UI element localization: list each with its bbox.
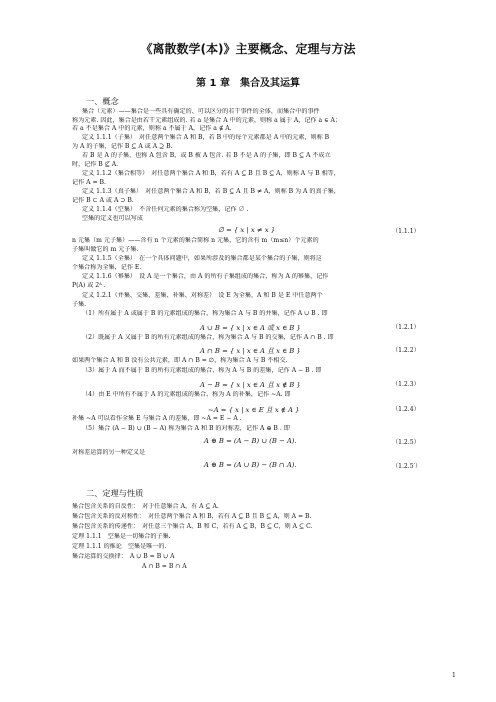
text-line: 若 B 是 A 的子集，也称 A 包含 B，或 B 被 A 包含. 若 B 不是 A 的子集，即 B ⊆ A 不成立	[82, 152, 331, 159]
text-line: 定理 1.1.1 空集是一切集合的子集.	[72, 533, 171, 540]
text-line: 定义 1.1.5（全集） 在一个具体问题中，如果所涉及的集合都是某个集合的子集，则将这	[82, 255, 322, 262]
text-line: 集合（元素）——集合是一些具有确定的、可以区分的若干事件的全体，而集合中的事件	[82, 108, 320, 115]
equation-number: （1.2.5）	[392, 439, 420, 446]
text-line: 定义 1.1.4（空集） 不含任何元素的集合称为空集，记作 ∅ .	[82, 206, 249, 213]
equation-1-1-1: ∅ = { x | x ≠ x }	[218, 226, 276, 234]
equation-1-2-5-prime: A ⊕ B = (A ∪ B) − (B ∩ A).	[204, 461, 297, 469]
equation-number: （1.2.4）	[392, 406, 420, 413]
text-line: 如果两个集合 A 和 B 没有公共元素，即 A ∩ B = ∅，称为集合 A 与 B 不相交.	[72, 357, 288, 364]
text-line: 称为元素. 因此，集合是由若干元素组成的. 若 a 是集合 A 中的元素，则称 a 属于 A，记作 a ∈ A；	[72, 116, 342, 124]
text-line: （3）属于 A 而不属于 B 的所有元素组成的集合，称为 A 与 B 的差集，记作 A − B . 即	[82, 367, 322, 374]
text-line: 个集合称为全集，记作 E.	[72, 263, 142, 271]
text-line: 空集的定义也可以写成	[82, 215, 143, 222]
text-line: 集合包含关系的自反性： 对于任意集合 A，有 A ⊆ A.	[72, 503, 219, 510]
text-line: 定义 1.1.2（集合相等） 对任意两个集合 A 和 B，若有 A ⊆ B 且 B ⊆ A，则称 A 与 B 相等，	[82, 170, 340, 177]
text-line: n 元集（m 元子集）——含有 n 个元素的集合简称 n 元集，它的含有 m（m≤n）个元素的	[72, 237, 319, 244]
page-number: 1	[452, 672, 456, 679]
document-title: 《离散数学(本)》主要概念、定理与方法	[140, 42, 356, 56]
equation-number: （1.2.2）	[392, 347, 420, 354]
text-line: 时，记作 B ⊈ A.	[72, 160, 119, 168]
text-line: （4）由 E 中所有不属于 A 的元素组成的集合，称为 A 的补集，记作 ~A. 即	[82, 391, 291, 398]
text-line: 子集叫做它的 m 元子集.	[72, 245, 139, 253]
text-line: 定义 1.1.6（幂集） 设 A 是一个集合，由 A 的所有子集组成的集合，称为 A 的幂集，记作	[82, 273, 329, 280]
text-line: 子集.	[72, 300, 87, 308]
equation-1-2-2: A ∩ B = { x | x ∈ A 且 x ∈ B }	[200, 347, 301, 355]
text-line: 集合包含关系的传递性： 对任意三个集合 A，B 和 C，若有 A ⊆ B，B ⊆ C，则 A ⊆ C.	[72, 523, 313, 530]
text-line: （2）既属于 A 又属于 B 的所有元素组成的集合，称为集合 A 与 B 的交集，记作 A ∩ B . 即	[82, 334, 334, 341]
equation-number: （1.2.1）	[392, 324, 420, 331]
equation-number: （1.2.5′）	[392, 463, 422, 470]
text-line: 对称差运算的另一种定义是	[72, 449, 146, 456]
equation-number: （1.1.1）	[392, 228, 420, 235]
text-line: 记作 A = B.	[72, 178, 106, 186]
text-line: 记作 B ⊂ A 或 A ⊃ B.	[72, 196, 134, 204]
equation-number: （1.2.3）	[392, 381, 420, 388]
section-heading-concepts: 一、概念	[86, 96, 119, 106]
text-line: 定义 1.2.1（并集、交集、差集、补集、对称差） 设 E 为全集，A 和 B 是 E 中任意两个	[82, 292, 323, 299]
equation-1-2-3: A − B = { x | x ∈ A 且 x ∉ B }	[200, 381, 301, 389]
text-line: 补集 ~A 可以看作全集 E 与集合 A 的差集，即 ~A = E − A .	[72, 415, 242, 422]
text-line: 为 A 的子集，记作 B ⊆ A 或 A ⊇ B.	[72, 142, 173, 150]
text-line: P(A) 或 2ᴬ .	[72, 281, 106, 289]
text-line: 定义 1.1.3（真子集） 对任意两个集合 A 和 B，若 B ⊆ A 且 B ≠ A，则称 B 为 A 的真子集，	[82, 188, 340, 195]
equation-1-2-5: A ⊕ B = (A − B) ∪ (B − A).	[204, 437, 297, 445]
text-line: 定理 1.1.1 的推论 空集是唯一的.	[72, 543, 167, 550]
text-line: 集合包含关系的反对称性： 对任意两个集合 A 和 B，若有 A ⊆ B 且 B ⊆ A，则 A = B.	[72, 513, 312, 520]
equation-1-2-4: ~A = { x | x ∈ E 且 x ∉ A }	[208, 406, 300, 414]
equation-1-2-1: A ∪ B = { x | x ∈ A 或 x ∈ B }	[200, 324, 301, 332]
text-line: 定义 1.1.1（子集） 对任意两个集合 A 和 B，若 B 中的每个元素都是 A 中的元素，则称 B	[82, 134, 330, 141]
equation-commutative-intersection: A ∩ B = B ∩ A	[142, 563, 187, 570]
text-line: 集合运算的交换律： A ∪ B = B ∪ A	[72, 553, 175, 560]
text-line: （5）集合 (A − B) ∪ (B − A) 称为集合 A 和 B 的对称差，记作 A ⊕ B . 即	[82, 425, 290, 432]
text-line: 若 a 不是集合 A 中的元素，则称 a 不属于 A，记作 a ∉ A.	[72, 125, 232, 132]
text-line: （1）所有属于 A 或属于 B 的元素组成的集合，称为集合 A 与 B 的并集，记作 A ∪ B . 即	[82, 310, 328, 317]
section-heading-theorems: 二、定理与性质	[86, 488, 144, 498]
chapter-heading: 第 1 章 集合及其运算	[196, 78, 300, 89]
